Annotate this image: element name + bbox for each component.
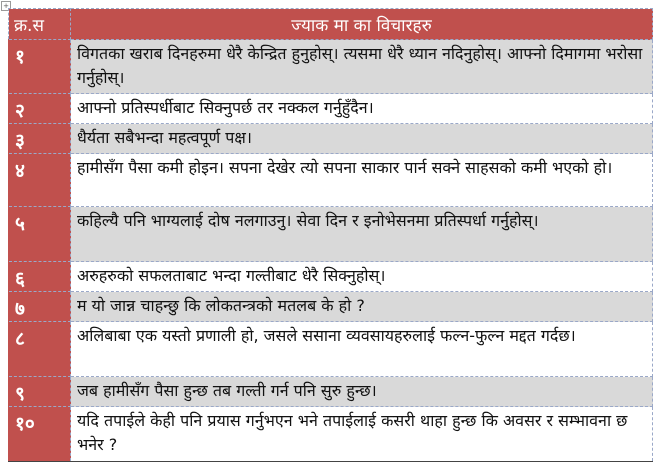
table-row xyxy=(9,94,653,124)
table-row xyxy=(9,292,653,322)
row-number: ७ xyxy=(9,292,71,322)
row-number: २ xyxy=(9,94,71,124)
table-row xyxy=(9,407,653,462)
quotes-header: ज्याक मा का विचारहरु xyxy=(71,9,653,40)
row-number: १० xyxy=(9,407,71,462)
quote-text[interactable]: कहिल्यै पनि भाग्यलाई दोष नलगाउनु। सेवा दिन र इनोभेसनमा प्रतिस्पर्धा गर्नुहोस्। xyxy=(71,207,653,262)
table-row xyxy=(9,262,653,292)
row-number: ९ xyxy=(9,377,71,407)
quote-text[interactable]: धैर्यता सबैभन्दा महत्वपूर्ण पक्ष। xyxy=(71,124,653,154)
row-number: ८ xyxy=(9,322,71,377)
row-number: ६ xyxy=(9,262,71,292)
row-number: ३ xyxy=(9,124,71,154)
row-number: ४ xyxy=(9,154,71,207)
table-row xyxy=(9,124,653,154)
quote-text[interactable]: यदि तपाईले केही पनि प्रयास गर्नुभएन भने तपाईलाई कसरी थाहा हुन्छ कि अवसर र सम्भावना छ भनेर ? xyxy=(71,407,653,462)
quotes-table xyxy=(8,8,653,462)
quote-text[interactable]: हामीसँग पैसा कमी होइन। सपना देखेर त्यो सपना साकार पार्न सक्ने साहसको कमी भएको हो। xyxy=(71,154,653,207)
row-number: १ xyxy=(9,40,71,94)
row-number: ५ xyxy=(9,207,71,262)
serial-number-header: क्र.स xyxy=(9,9,71,40)
table-row xyxy=(9,207,653,262)
quote-text[interactable]: जब हामीसँग पैसा हुन्छ तब गल्ती गर्न पनि सुरु हुन्छ। xyxy=(71,377,653,407)
table-row xyxy=(9,322,653,377)
quote-text[interactable]: विगतका खराब दिनहरुमा धेरै केन्द्रित हुनुहोस्। त्यसमा धेरै ध्यान नदिनुहोस्। आफ्नो दिमागमा भरोसा गर्नुहोस्। xyxy=(71,40,653,94)
table-row xyxy=(9,40,653,94)
quote-text[interactable]: म यो जान्न चाहन्छु कि लोकतन्त्रको मतलब के हो ? xyxy=(71,292,653,322)
quote-text[interactable]: अलिबाबा एक यस्तो प्रणाली हो, जसले ससाना व्यवसायहरुलाई फल्न-फुल्न मद्दत गर्दछ। xyxy=(71,322,653,377)
quote-text[interactable]: आफ्नो प्रतिस्पर्धीबाट सिक्नुपर्छ तर नक्कल गर्नुहुँदैन। xyxy=(71,94,653,124)
table-header-row xyxy=(9,9,653,40)
quote-text[interactable]: अरुहरुको सफलताबाट भन्दा गल्तीबाट धेरै सिक्नुहोस्। xyxy=(71,262,653,292)
table-row xyxy=(9,377,653,407)
table-row xyxy=(9,154,653,207)
table-move-handle-icon[interactable]: + xyxy=(1,1,11,11)
